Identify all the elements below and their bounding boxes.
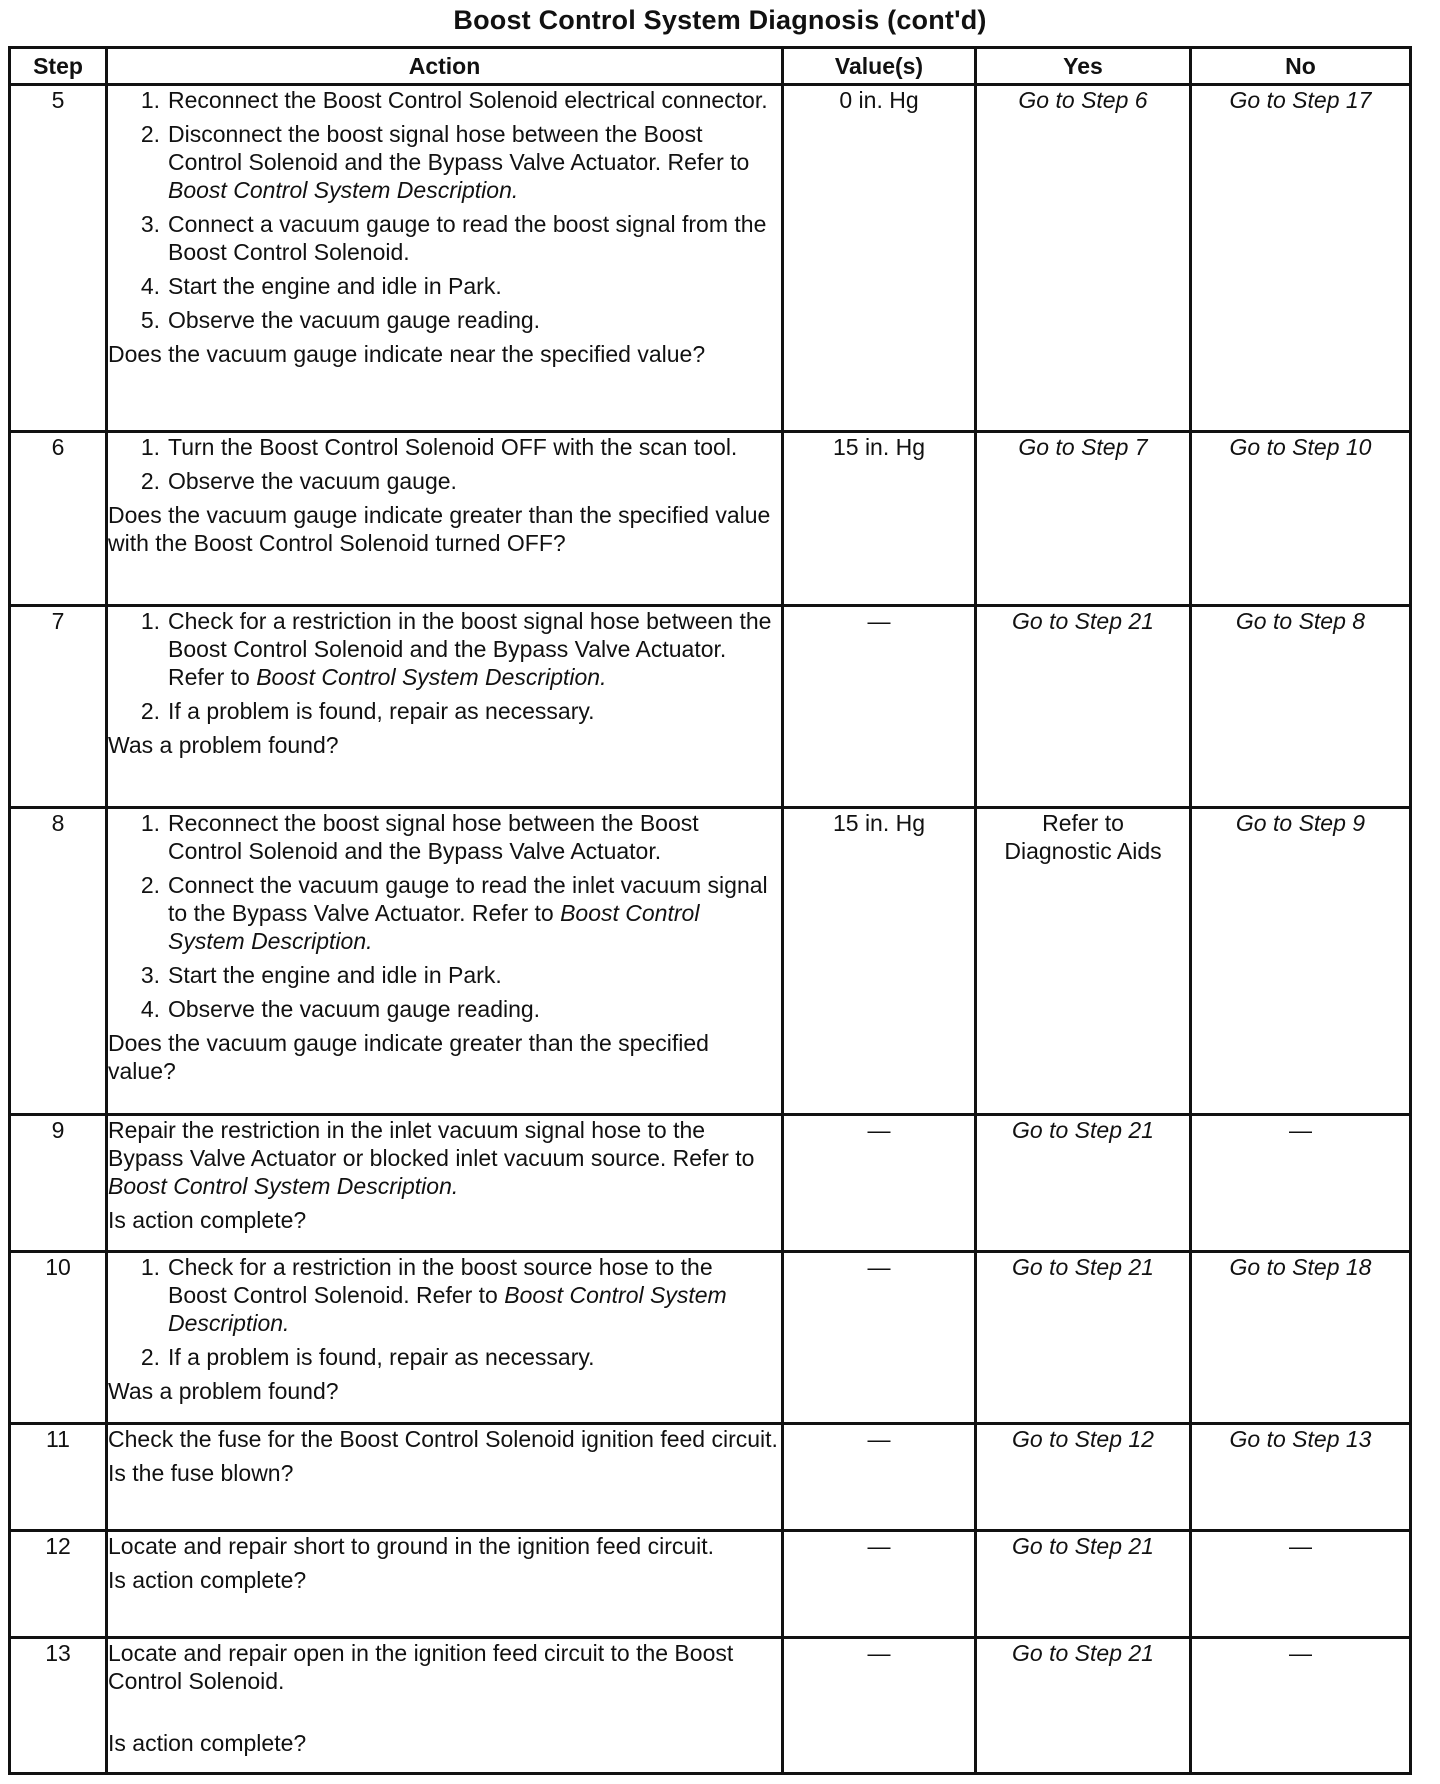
value-cell: —: [783, 1531, 976, 1638]
reference-link: Boost Control System Description.: [256, 664, 607, 690]
action-step: 4. Observe the vacuum gauge reading.: [140, 996, 541, 1022]
no-cell: Go to Step 18: [1191, 1252, 1411, 1424]
action-text: Locate and repair short to ground in the ignition feed circuit.: [108, 1533, 715, 1559]
action-cell: [107, 606, 783, 808]
step-number: 11: [10, 1424, 107, 1531]
action-question: Is the fuse blown?: [108, 1460, 294, 1486]
table-row: [10, 1424, 1411, 1531]
yes-line: Diagnostic Aids: [1004, 838, 1162, 864]
action-text: Locate and repair open in the ignition feed circuit to the Boost Control Solenoid.: [108, 1640, 734, 1694]
header-yes: Yes: [976, 48, 1191, 85]
header-no: No: [1191, 48, 1411, 85]
action-question: Was a problem found?: [108, 1378, 339, 1404]
action-steps: [108, 607, 781, 725]
action-cell: [107, 1115, 783, 1252]
diagnosis-table: [8, 46, 1412, 1775]
header-values: Value(s): [783, 48, 976, 85]
action-question: Does the vacuum gauge indicate near the specified value?: [108, 341, 706, 367]
reference-link: Boost Control System Description.: [168, 177, 519, 203]
reference-link: Boost Control System Description.: [168, 1282, 727, 1336]
action-cell: [107, 808, 783, 1115]
no-cell: —: [1191, 1531, 1411, 1638]
header-action: Action: [107, 48, 783, 85]
action-step: 2. If a problem is found, repair as necessary.: [140, 1344, 595, 1370]
header-step: Step: [10, 48, 107, 85]
table-row: [10, 1531, 1411, 1638]
table-row: [10, 808, 1411, 1115]
reference-link: Boost Control System Description.: [168, 900, 700, 954]
table-row: [10, 432, 1411, 606]
no-cell: Go to Step 13: [1191, 1424, 1411, 1531]
action-step: 2. Disconnect the boost signal hose between the Boost Control Solenoid and the Bypass Valve Actuator. Refer to Boost Control System Description.: [140, 121, 750, 203]
step-number: 5: [10, 85, 107, 432]
action-cell: [107, 1424, 783, 1531]
step-number: 13: [10, 1638, 107, 1774]
step-number: 12: [10, 1531, 107, 1638]
action-step: 1. Reconnect the Boost Control Solenoid electrical connector.: [140, 87, 768, 113]
action-question: Is action complete?: [108, 1730, 307, 1756]
yes-cell: Go to Step 21: [976, 1531, 1191, 1638]
action-steps: [108, 809, 781, 1023]
no-cell: Go to Step 9: [1191, 808, 1411, 1115]
page-title: Boost Control System Diagnosis (cont'd): [453, 5, 987, 35]
action-cell: [107, 1252, 783, 1424]
action-step: 4. Start the engine and idle in Park.: [140, 273, 502, 299]
action-question: Was a problem found?: [108, 732, 339, 758]
table-row: [10, 1115, 1411, 1252]
action-question: Does the vacuum gauge indicate greater than the specified value?: [108, 1030, 709, 1084]
action-step: 1. Check for a restriction in the boost source hose to the Boost Control Solenoid. Refer to Boost Control System Description.: [140, 1254, 727, 1336]
action-steps: [108, 86, 781, 334]
no-cell: —: [1191, 1115, 1411, 1252]
action-step: 1. Turn the Boost Control Solenoid OFF with the scan tool.: [140, 434, 738, 460]
action-text: Repair the restriction in the inlet vacuum signal hose to the Bypass Valve Actuator or blocked inlet vacuum source. Refer to Boost Control System Description.: [108, 1117, 755, 1199]
action-step: 2. Connect the vacuum gauge to read the inlet vacuum signal to the Bypass Valve Actuator. Refer to Boost Control System Description.: [140, 872, 768, 954]
yes-cell: Go to Step 6: [976, 85, 1191, 432]
action-step: 1. Reconnect the boost signal hose between the Boost Control Solenoid and the Bypass Valve Actuator.: [140, 810, 699, 864]
value-cell: —: [783, 1424, 976, 1531]
yes-cell: [976, 808, 1191, 1115]
action-question: Is action complete?: [108, 1567, 307, 1593]
no-cell: Go to Step 10: [1191, 432, 1411, 606]
yes-cell: Go to Step 21: [976, 1638, 1191, 1774]
spacer: [108, 1701, 781, 1729]
reference-link: Boost Control System Description.: [108, 1173, 459, 1199]
table-header-row: [10, 48, 1411, 85]
step-number: 8: [10, 808, 107, 1115]
action-text: Check the fuse for the Boost Control Solenoid ignition feed circuit.: [108, 1426, 778, 1452]
yes-line: Refer to: [1042, 810, 1124, 836]
step-number: 10: [10, 1252, 107, 1424]
table-row: [10, 606, 1411, 808]
value-cell: 15 in. Hg: [783, 808, 976, 1115]
step-number: 6: [10, 432, 107, 606]
table-row: [10, 1638, 1411, 1774]
value-cell: —: [783, 1638, 976, 1774]
action-cell: [107, 1531, 783, 1638]
value-cell: 0 in. Hg: [783, 85, 976, 432]
action-steps: [108, 433, 781, 495]
action-cell: [107, 85, 783, 432]
no-cell: —: [1191, 1638, 1411, 1774]
value-cell: —: [783, 1115, 976, 1252]
yes-cell: Go to Step 21: [976, 606, 1191, 808]
action-step: 2. Observe the vacuum gauge.: [140, 468, 457, 494]
action-step: 3. Start the engine and idle in Park.: [140, 962, 502, 988]
no-cell: Go to Step 8: [1191, 606, 1411, 808]
action-question: Is action complete?: [108, 1207, 307, 1233]
value-cell: —: [783, 1252, 976, 1424]
step-number: 9: [10, 1115, 107, 1252]
table-row: [10, 85, 1411, 432]
action-cell: [107, 432, 783, 606]
action-cell: [107, 1638, 783, 1774]
value-cell: 15 in. Hg: [783, 432, 976, 606]
no-cell: Go to Step 17: [1191, 85, 1411, 432]
value-cell: —: [783, 606, 976, 808]
action-step: 2. If a problem is found, repair as necessary.: [140, 698, 595, 724]
yes-cell: Go to Step 21: [976, 1252, 1191, 1424]
action-step: 1. Check for a restriction in the boost signal hose between the Boost Control Solenoid and the Bypass Valve Actuator. Refer to Boost Control System Description.: [140, 608, 772, 690]
yes-cell: Go to Step 12: [976, 1424, 1191, 1531]
table-row: [10, 1252, 1411, 1424]
action-step: 3. Connect a vacuum gauge to read the boost signal from the Boost Control Solenoid.: [140, 211, 767, 265]
yes-cell: Go to Step 7: [976, 432, 1191, 606]
yes-cell: Go to Step 21: [976, 1115, 1191, 1252]
step-number: 7: [10, 606, 107, 808]
action-step: 5. Observe the vacuum gauge reading.: [140, 307, 541, 333]
action-steps: [108, 1253, 781, 1371]
action-question: Does the vacuum gauge indicate greater than the specified value with the Boost Control Solenoid turned OFF?: [108, 502, 771, 556]
